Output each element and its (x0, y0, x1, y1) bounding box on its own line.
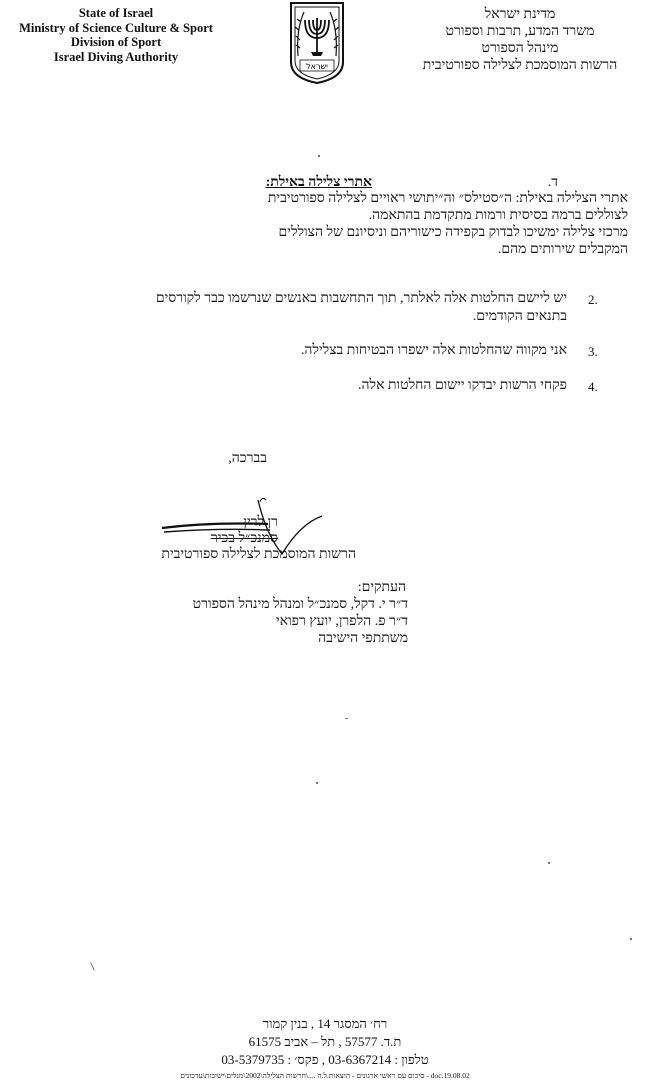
english-state: State of Israel (78, 6, 154, 20)
item-text: בתנאים הקודמים. (472, 309, 567, 324)
hebrew-ministry: משרד המדע, תרבות וספורט (445, 24, 595, 39)
hebrew-letterhead (390, 6, 650, 74)
cc-line: משתתפי הישיבה (318, 631, 408, 646)
footer-address: רח׳ המסגר 14 , בנין קמור (262, 1016, 388, 1031)
hebrew-state: מדינת ישראל (484, 7, 556, 22)
item-text: יש ליישם החלטות אלה לאלתר, תוך התחשבות באנשים שנרשמו כבר לקורסים (155, 291, 567, 306)
english-authority: Israel Diving Authority (53, 49, 179, 64)
cc-line: ד״ר י. דקל, סמנכ״ל ומנהל מינהל הספורט (192, 597, 408, 612)
cc-title: העתקים: (357, 580, 406, 595)
signatory-name: רן לרין (243, 515, 278, 530)
scan-speck (630, 938, 632, 940)
english-division: Division of Sport (70, 35, 162, 49)
item-number: 3. (588, 344, 598, 359)
item-number: 2. (588, 292, 598, 307)
footer-phone: טלפון : 03-6367214 , פקס׳ : 03-5379735 (221, 1052, 429, 1067)
scan-speck (316, 782, 318, 784)
english-letterhead (0, 6, 232, 64)
section-d-line-3: מרכזי צלילה ימשיכו לבדוק בקפידה כישוריהם וניסיונם של הצוללים (278, 225, 628, 240)
scan-speck (548, 862, 550, 864)
footer-pobox: ת.ד. 57577 , תל – אביב 61575 (248, 1034, 402, 1049)
scan-speck (318, 155, 320, 157)
closing-greeting: בברכה, (228, 451, 267, 466)
hebrew-authority: הרשות המוסמכת לצלילה ספורטיבית (422, 58, 618, 73)
scan-speck (90, 962, 95, 971)
section-d-line-1: אתרי הצלילה באילת: ה״סטילס״ וה״יתושי ראויים לצלילה ספורטיבית (267, 191, 628, 206)
section-d-letter: ד. (547, 175, 558, 190)
israel-emblem-icon (286, 0, 348, 85)
signatory-org: הרשות המוסמכת לצלילה ספורטיבית (161, 547, 356, 562)
item-text: אני מקווה שהחלטות אלה ישפרו הבטיחות בצלילה. (300, 343, 567, 358)
hebrew-division: מינהל הספורט (481, 41, 559, 56)
section-d-title: אתרי צלילה באילת: (265, 175, 372, 190)
section-d-line-2: לצוללים ברמה בסיסית ורמות מתקדמת בהתאמה. (368, 208, 628, 223)
emblem-text: ישראל (306, 62, 328, 71)
english-ministry: Ministry of Science Culture & Sport (19, 20, 213, 35)
footer-filepath: doc.19.08.02 - סיכום עם ראשי ארגונים - הוצאות.ל.ה ....\חרשות הצלילה\2002\מנלים\ישיבות\עדכונים (180, 1071, 470, 1080)
item-number: 4. (588, 379, 598, 394)
cc-line: ד״ר פ. הלפרן, יועץ רפואי (276, 614, 408, 629)
scan-speck (345, 718, 348, 719)
signatory-role: סמנכ״ל בכיר (210, 531, 278, 546)
item-text: פקחי הרשות יבדקו יישום החלטות אלה. (357, 378, 567, 393)
section-d-line-4: המקבלים שירותים מהם. (497, 242, 628, 257)
